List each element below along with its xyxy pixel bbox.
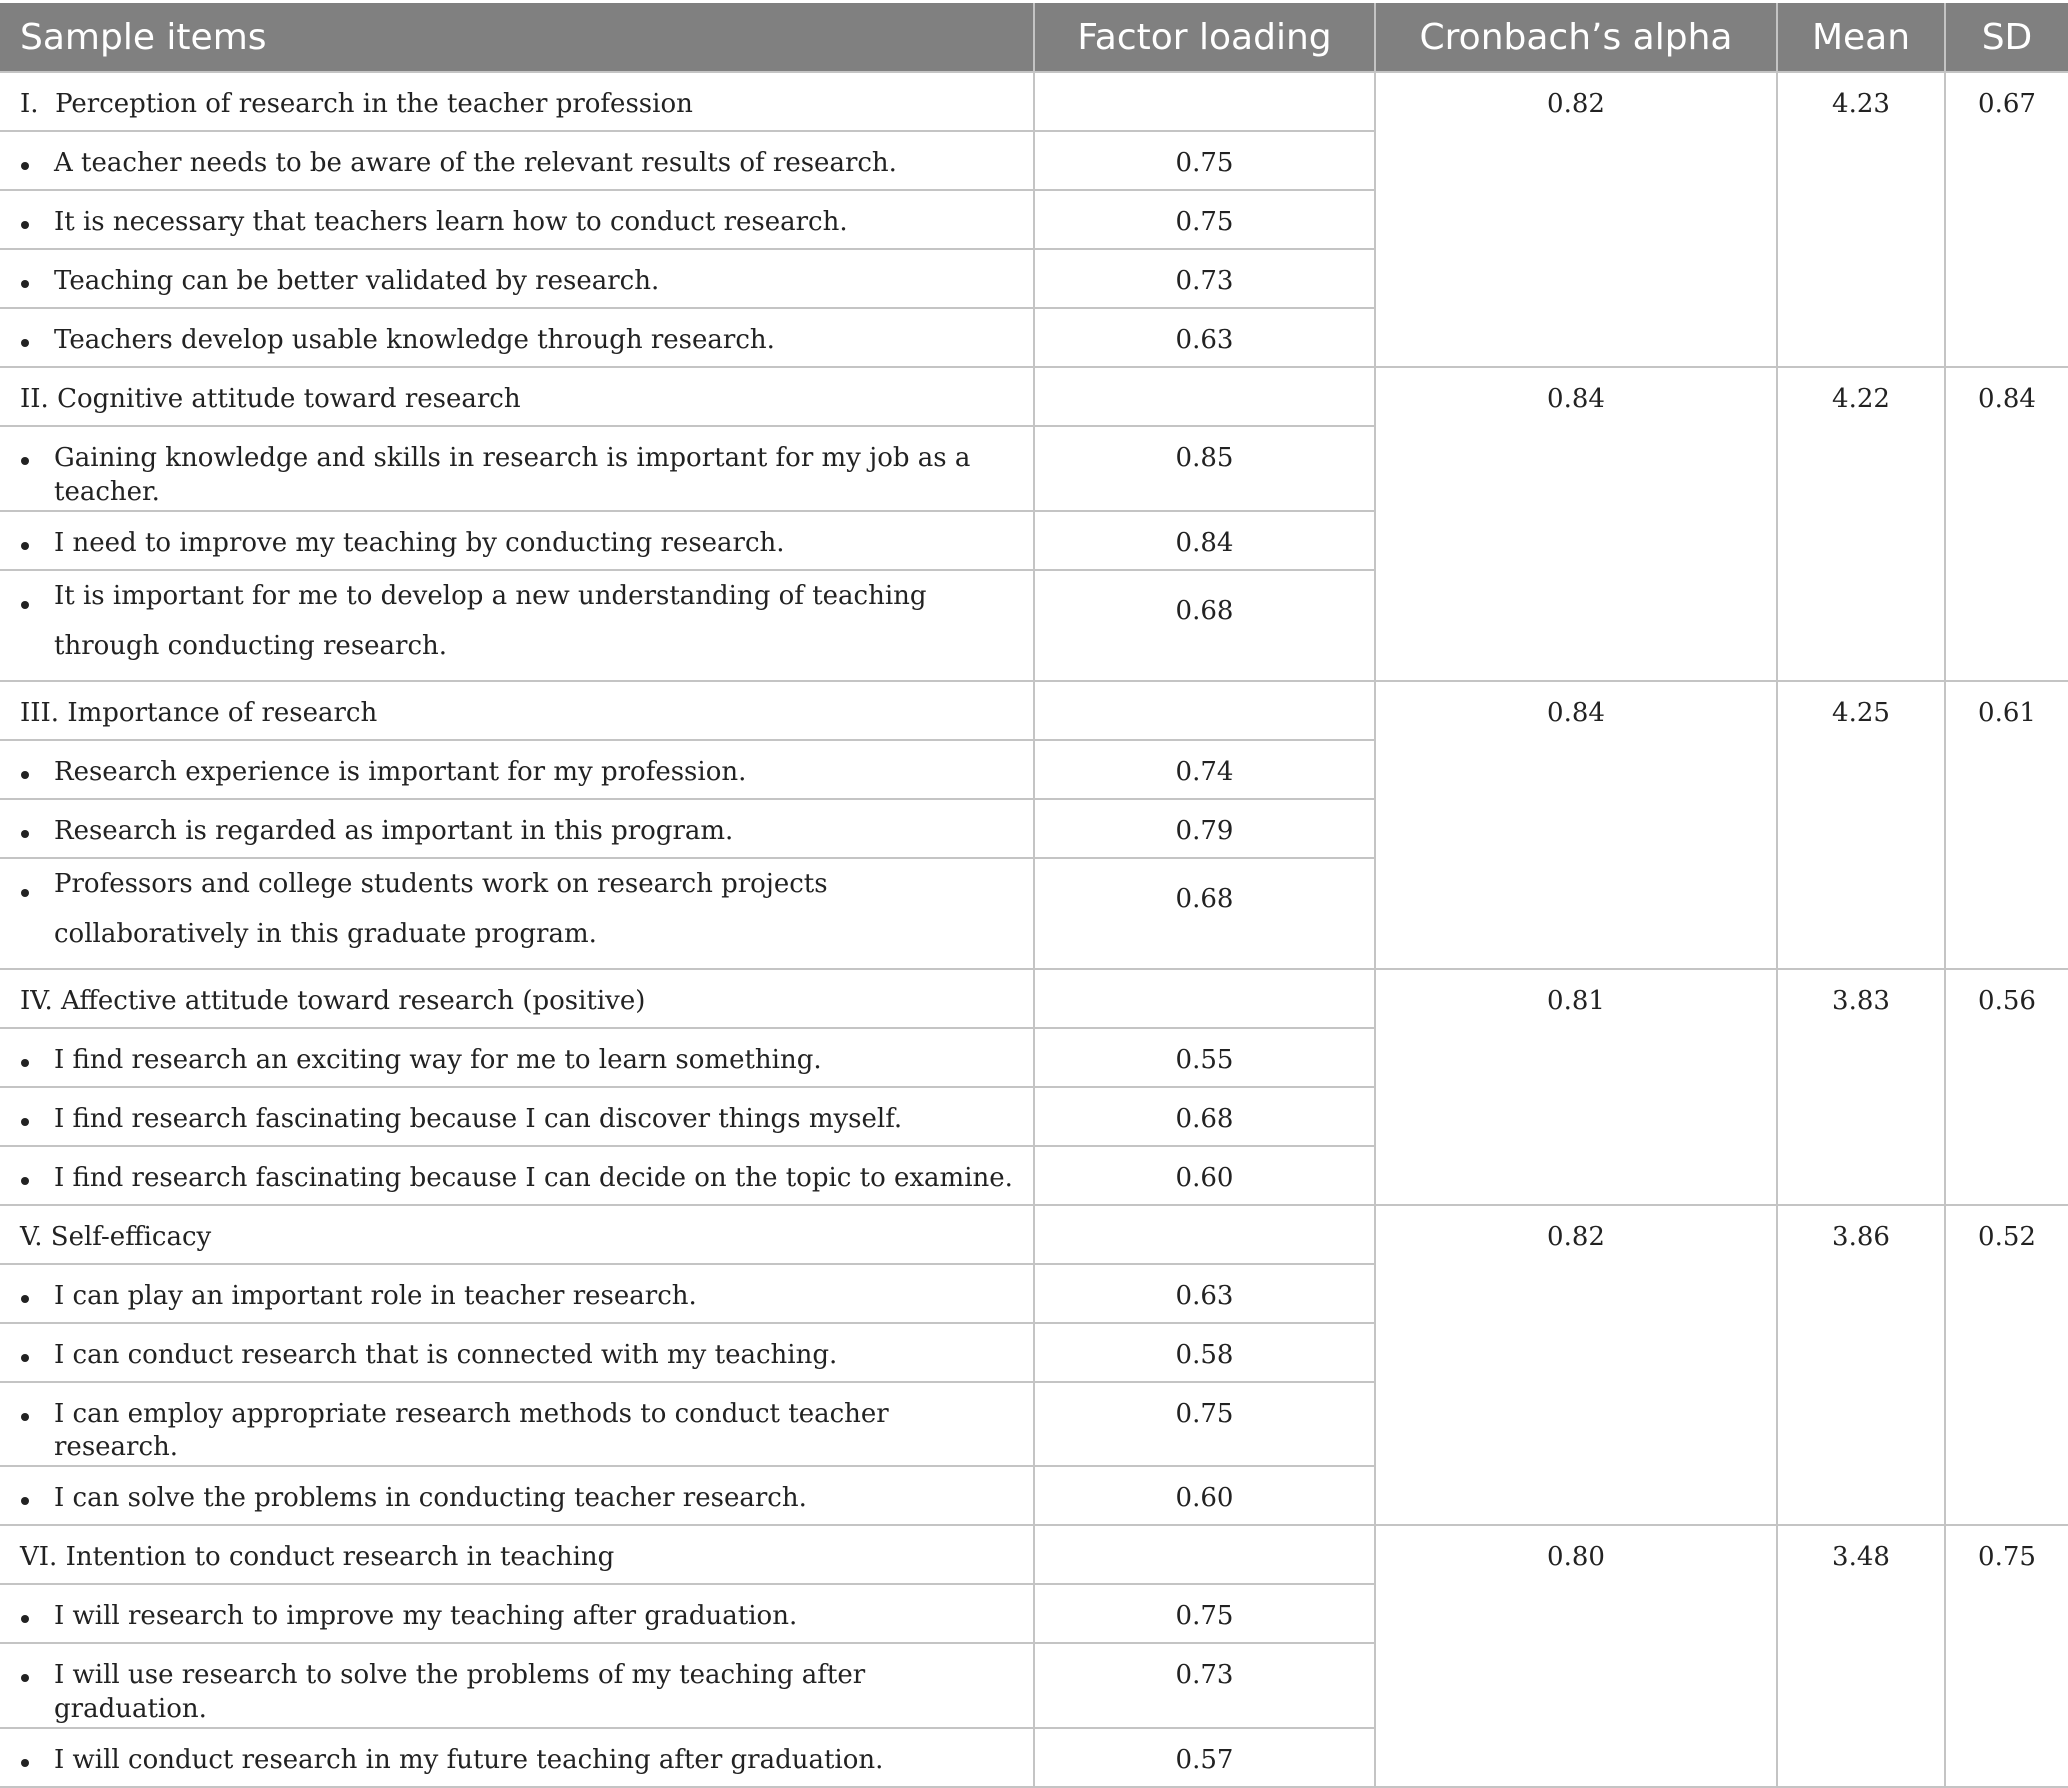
category-loading-cell [1034,1525,1375,1584]
factor-loading-value: 0.68 [1034,570,1375,681]
sample-item-cell [0,1323,1034,1382]
sample-item-text: I find research an exciting way for me to learn something. [54,1044,822,1075]
bullet-icon [21,889,29,897]
category-loading-cell [1034,72,1375,131]
category-row [0,367,2068,426]
cronbach-alpha-value: 0.80 [1375,1525,1777,1787]
factor-loading-value: 0.57 [1034,1728,1375,1787]
sample-item-cell [0,1264,1034,1323]
sample-item-cell [0,740,1034,799]
sample-item-cell [0,426,1034,511]
mean-value: 3.86 [1777,1205,1945,1526]
sample-item-text: Teachers develop usable knowledge through research. [54,325,775,355]
sd-value: 0.61 [1945,681,2068,969]
factor-loading-value: 0.75 [1034,190,1375,249]
category-row [0,72,2068,131]
cronbach-alpha-value: 0.82 [1375,1205,1777,1526]
bullet-icon [21,1759,29,1767]
sample-item-text: I find research fascinating because I can decide on the topic to examine. [54,1162,1013,1193]
bullet-icon [21,221,29,229]
sample-item-text: I will use research to solve the problems of my teaching after graduation. [54,1660,866,1724]
sample-item-cell [0,1146,1034,1205]
bullet-icon [21,1497,29,1505]
bullet-icon [21,162,29,170]
sample-item-cell [0,799,1034,858]
sample-item-cell [0,1028,1034,1087]
sample-item-text: I will research to improve my teaching after graduation. [54,1601,798,1632]
sample-item-cell [0,308,1034,367]
table-container [0,3,2068,1788]
category-row [0,1205,2068,1264]
sample-item-text: I find research fascinating because I can discover things myself. [54,1103,903,1134]
sample-item-text: I need to improve my teaching by conducting research. [54,527,785,558]
category-title: III. Importance of research [0,681,1034,740]
sample-item-cell [0,1584,1034,1643]
sample-item-cell [0,1382,1034,1467]
factor-loading-value: 0.63 [1034,1264,1375,1323]
bullet-icon [21,1354,29,1362]
category-row [0,1525,2068,1584]
table-body [0,72,2068,1787]
sd-value: 0.84 [1945,367,2068,681]
sample-item-cell [0,1643,1034,1728]
factor-loading-value: 0.79 [1034,799,1375,858]
factor-loading-value: 0.74 [1034,740,1375,799]
factor-loading-value: 0.85 [1034,426,1375,511]
sample-item-text: Teaching can be better validated by research. [54,266,660,296]
category-row [0,969,2068,1028]
sample-item-text: Research is regarded as important in this program. [54,815,734,846]
sample-item-text: It is necessary that teachers learn how to conduct research. [54,207,848,237]
header-row [0,3,2068,72]
sample-item-text: I can employ appropriate research methods to conduct teacher research. [54,1398,889,1463]
category-loading-cell [1034,367,1375,426]
bullet-icon [21,1674,29,1682]
factor-loading-value: 0.55 [1034,1028,1375,1087]
bullet-icon [21,601,29,609]
mean-value: 4.25 [1777,681,1945,969]
sample-item-text: I can conduct research that is connected with my teaching. [54,1339,838,1370]
sample-item-cell [0,249,1034,308]
header-cronbach-alpha: Cronbach’s alpha [1375,3,1777,72]
sd-value: 0.75 [1945,1525,2068,1787]
sample-item-cell [0,1087,1034,1146]
factor-loading-value: 0.73 [1034,1643,1375,1728]
factor-loading-value: 0.60 [1034,1146,1375,1205]
sample-item-cell [0,1728,1034,1787]
bullet-icon [21,1615,29,1623]
sample-item-cell [0,511,1034,570]
category-title: I. Perception of research in the teacher profession [0,72,1034,131]
bullet-icon [21,1413,29,1421]
cronbach-alpha-value: 0.84 [1375,681,1777,969]
mean-value: 3.48 [1777,1525,1945,1787]
factor-loading-value: 0.60 [1034,1466,1375,1525]
header-sample-items: Sample items [0,3,1034,72]
factor-loading-value: 0.75 [1034,131,1375,190]
mean-value: 3.83 [1777,969,1945,1205]
category-title: II. Cognitive attitude toward research [0,367,1034,426]
factor-loading-value: 0.68 [1034,858,1375,969]
research-attitude-table [0,3,2068,1788]
factor-loading-value: 0.58 [1034,1323,1375,1382]
sample-item-text: I can solve the problems in conducting teacher research. [54,1483,807,1514]
bullet-icon [21,542,29,550]
factor-loading-value: 0.63 [1034,308,1375,367]
sd-value: 0.52 [1945,1205,2068,1526]
header-sd: SD [1945,3,2068,72]
sample-item-cell [0,131,1034,190]
sd-value: 0.67 [1945,72,2068,367]
factor-loading-value: 0.68 [1034,1087,1375,1146]
category-loading-cell [1034,969,1375,1028]
bullet-icon [21,830,29,838]
factor-loading-value: 0.84 [1034,511,1375,570]
mean-value: 4.22 [1777,367,1945,681]
bullet-icon [21,1118,29,1126]
bullet-icon [21,280,29,288]
sample-item-cell [0,1466,1034,1525]
category-loading-cell [1034,1205,1375,1264]
bullet-icon [21,771,29,779]
sample-item-text: Research experience is important for my profession. [54,756,747,787]
cronbach-alpha-value: 0.84 [1375,367,1777,681]
sample-item-cell [0,858,1034,969]
category-title: VI. Intention to conduct research in teaching [0,1525,1034,1584]
mean-value: 4.23 [1777,72,1945,367]
header-factor-loading: Factor loading [1034,3,1375,72]
sample-item-text: I will conduct research in my future teaching after graduation. [54,1744,884,1775]
factor-loading-value: 0.75 [1034,1382,1375,1467]
bullet-icon [21,457,29,465]
bullet-icon [21,1059,29,1067]
sample-item-text: A teacher needs to be aware of the relevant results of research. [54,148,897,178]
factor-loading-value: 0.75 [1034,1584,1375,1643]
category-row [0,681,2068,740]
sample-item-cell [0,190,1034,249]
cronbach-alpha-value: 0.82 [1375,72,1777,367]
bullet-icon [21,1177,29,1185]
sample-item-text: Professors and college students work on research projects collaboratively in this graduate program. [54,868,828,949]
sample-item-text: It is important for me to develop a new understanding of teaching through conducting research. [54,580,927,661]
sample-item-text: Gaining knowledge and skills in research is important for my job as a teacher. [54,443,971,507]
cronbach-alpha-value: 0.81 [1375,969,1777,1205]
sample-item-cell [0,570,1034,681]
header-mean: Mean [1777,3,1945,72]
sample-item-text: I can play an important role in teacher research. [54,1280,697,1311]
bullet-icon [21,339,29,347]
category-title: V. Self-efficacy [0,1205,1034,1264]
sd-value: 0.56 [1945,969,2068,1205]
factor-loading-value: 0.73 [1034,249,1375,308]
category-title: IV. Affective attitude toward research (positive) [0,969,1034,1028]
category-loading-cell [1034,681,1375,740]
bullet-icon [21,1295,29,1303]
